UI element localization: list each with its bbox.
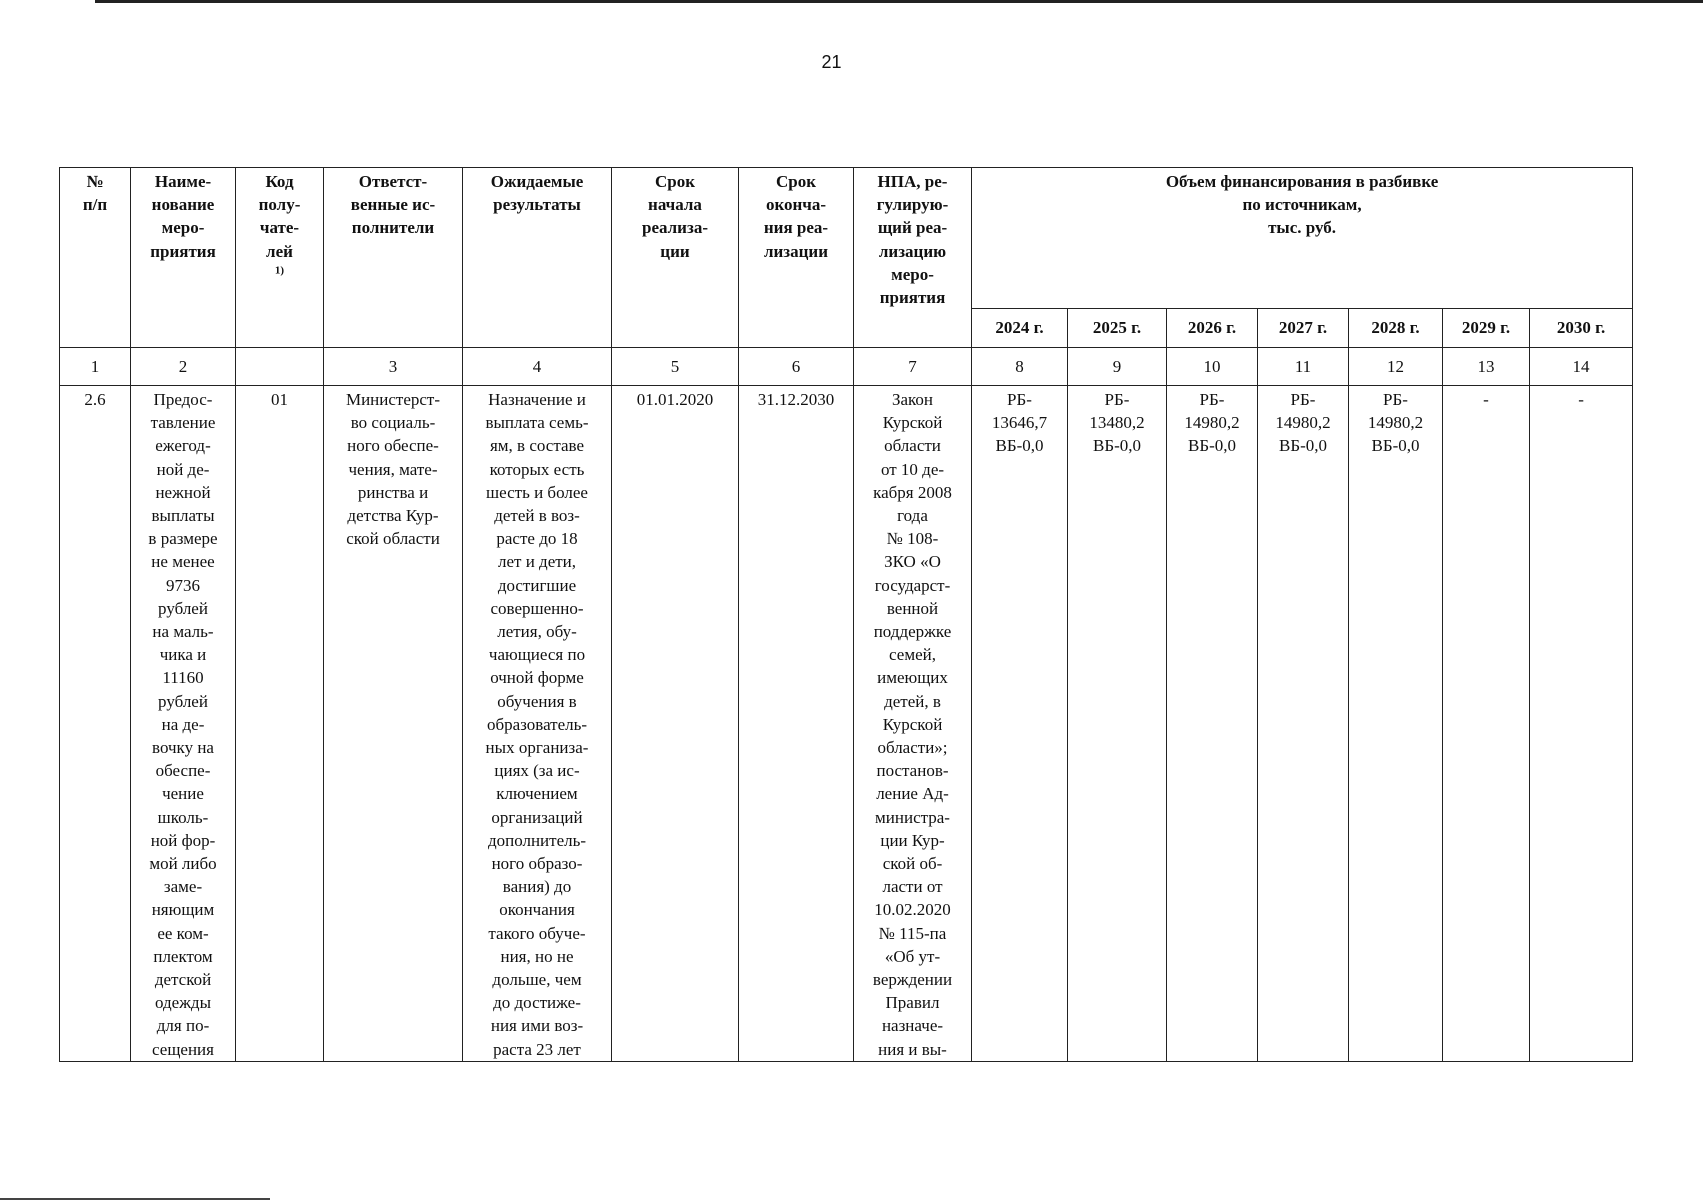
header-end-date: Срок оконча- ния реа- лизации	[739, 168, 854, 348]
header-row	[60, 168, 1633, 309]
column-number: 8	[972, 348, 1068, 386]
column-number: 5	[612, 348, 739, 386]
header-year: 2028 г.	[1349, 309, 1443, 348]
column-numbers-row	[60, 348, 1633, 386]
column-number: 9	[1068, 348, 1167, 386]
header-results: Ожидаемые результаты	[463, 168, 612, 348]
responsible-executors: Министерст- во социаль- ного обеспе- чения, мате- ринства и детства Кур- ской области	[324, 386, 463, 1062]
column-number	[236, 348, 324, 386]
column-number: 3	[324, 348, 463, 386]
table-row	[60, 386, 1633, 1062]
financing-2030: -	[1530, 386, 1633, 1062]
regulating-act: Закон Курской области от 10 де- кабря 2008 года № 108- ЗКО «О государст- венной поддержке семей, имеющих детей, в Курской области»; постанов- ление Ад- министра- ции Кур- ской об- ласти от 10.02.2020 № 115-па «Об ут- верждении Правил назначе- ния и вы-	[854, 386, 972, 1062]
header-year: 2029 г.	[1443, 309, 1530, 348]
header-year: 2027 г.	[1258, 309, 1349, 348]
column-number: 6	[739, 348, 854, 386]
financing-2024: РБ- 13646,7 ВБ-0,0	[972, 386, 1068, 1062]
recipient-code: 01	[236, 386, 324, 1062]
column-number: 4	[463, 348, 612, 386]
header-year: 2024 г.	[972, 309, 1068, 348]
page-number: 21	[821, 52, 842, 72]
financing-2025: РБ- 13480,2 ВБ-0,0	[1068, 386, 1167, 1062]
header-start-date: Срок начала реализа- ции	[612, 168, 739, 348]
financing-2028: РБ- 14980,2 ВБ-0,0	[1349, 386, 1443, 1062]
column-number: 13	[1443, 348, 1530, 386]
financing-2027: РБ- 14980,2 ВБ-0,0	[1258, 386, 1349, 1062]
header-no: № п/п	[60, 168, 131, 348]
footnote-marker: 1)	[274, 264, 285, 277]
expected-results: Назначение и выплата семь- ям, в составе которых есть шесть и более детей в воз- расте до 18 лет и дети, достигшие совершенно- летия, обу- чающиеся по очной форме обучения в образователь- ных организа- циях (за ис- ключением организаций дополнитель- ного образо- вания) до окончания такого обуче- ния, но не дольше, чем до достиже- ния ими воз- раста 23 лет	[463, 386, 612, 1062]
start-date: 01.01.2020	[612, 386, 739, 1062]
column-number: 2	[131, 348, 236, 386]
column-number: 12	[1349, 348, 1443, 386]
header-year: 2030 г.	[1530, 309, 1633, 348]
header-npa: НПА, ре- гулирую- щий реа- лизацию меро- приятия	[854, 168, 972, 348]
header-recipient-code-label: Код полу- чате- лей	[258, 172, 301, 261]
scan-top-border	[95, 0, 1703, 3]
column-number: 1	[60, 348, 131, 386]
header-name: Наиме- нование меро- приятия	[131, 168, 236, 348]
financing-2026: РБ- 14980,2 ВБ-0,0	[1167, 386, 1258, 1062]
header-recipient-code	[236, 168, 324, 348]
column-number: 11	[1258, 348, 1349, 386]
header-financing: Объем финансирования в разбивке по источникам, тыс. руб.	[972, 168, 1633, 309]
column-number: 7	[854, 348, 972, 386]
header-executors: Ответст- венные ис- полнители	[324, 168, 463, 348]
end-date: 31.12.2030	[739, 386, 854, 1062]
activity-name: Предос- тавление ежегод- ной де- нежной выплаты в размере не менее 9736 рублей на маль- чика и 11160 рублей на де- вочку на обеспе- чение школь- ной фор- мой либо заме- няющим ее ком- плектом детской одежды для по- сещения	[131, 386, 236, 1062]
column-number: 14	[1530, 348, 1633, 386]
row-number: 2.6	[60, 386, 131, 1062]
column-number: 10	[1167, 348, 1258, 386]
header-year: 2026 г.	[1167, 309, 1258, 348]
header-year: 2025 г.	[1068, 309, 1167, 348]
financing-2029: -	[1443, 386, 1530, 1062]
activities-table	[59, 167, 1633, 1062]
